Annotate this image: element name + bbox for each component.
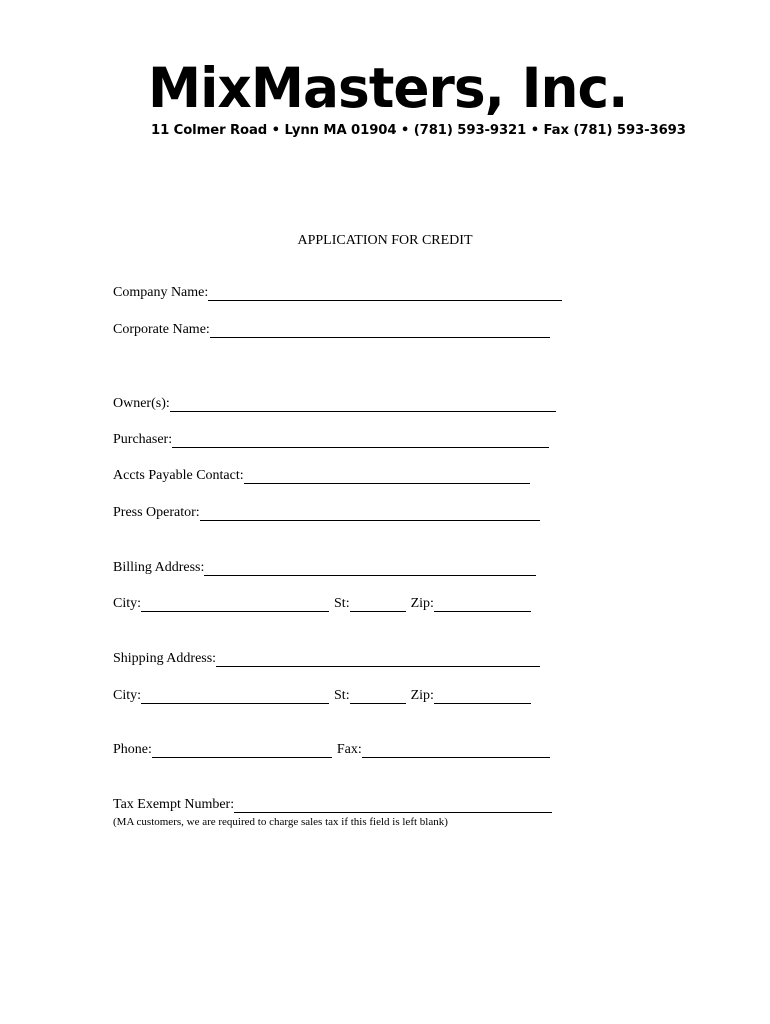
phone-field[interactable] <box>152 743 332 758</box>
form-title <box>0 232 770 250</box>
billing-state-label: St: <box>334 596 350 611</box>
phone-label: Phone: <box>113 742 152 757</box>
owners-row <box>113 395 556 413</box>
tax-exempt-label: Tax Exempt Number: <box>113 797 235 812</box>
corporate-name-label: Corporate Name: <box>113 322 210 337</box>
form-title-text: APPLICATION FOR CREDIT <box>297 233 473 248</box>
phone-fax-row <box>113 741 550 759</box>
company-name-field[interactable] <box>208 286 562 301</box>
purchaser-row <box>113 431 549 449</box>
owners-field[interactable] <box>170 397 556 412</box>
accts-payable-field[interactable] <box>244 469 530 484</box>
tax-exempt-field[interactable] <box>234 798 552 813</box>
tax-exempt-row <box>113 796 552 814</box>
billing-zip-field[interactable] <box>434 597 531 612</box>
company-name-label: Company Name: <box>113 285 209 300</box>
purchaser-field[interactable] <box>172 433 549 448</box>
press-operator-label: Press Operator: <box>113 505 200 520</box>
shipping-state-field[interactable] <box>350 689 406 704</box>
company-name-row <box>113 284 562 302</box>
billing-city-row <box>113 595 531 613</box>
shipping-address-row <box>113 650 540 668</box>
purchaser-label: Purchaser: <box>113 432 173 447</box>
shipping-zip-label: Zip: <box>410 688 434 703</box>
billing-zip-label: Zip: <box>410 596 434 611</box>
company-logo: MixMasters, Inc. <box>148 56 628 120</box>
shipping-city-row <box>113 687 531 705</box>
shipping-city-label: City: <box>113 688 142 703</box>
press-operator-field[interactable] <box>200 506 540 521</box>
corporate-name-field[interactable] <box>210 323 550 338</box>
shipping-city-field[interactable] <box>141 689 329 704</box>
tax-exempt-note: (MA customers, we are required to charge sales tax if this field is left blank) <box>113 816 448 828</box>
shipping-address-label: Shipping Address: <box>113 651 217 666</box>
shipping-state-label: St: <box>334 688 350 703</box>
billing-state-field[interactable] <box>350 597 406 612</box>
billing-city-field[interactable] <box>141 597 329 612</box>
fax-field[interactable] <box>362 743 550 758</box>
accts-payable-row <box>113 467 530 485</box>
press-operator-row <box>113 504 540 522</box>
billing-address-field[interactable] <box>204 561 536 576</box>
corporate-name-row <box>113 321 550 339</box>
company-address-line: 11 Colmer Road • Lynn MA 01904 • (781) 593-9321 • Fax (781) 593-3693 <box>151 123 686 138</box>
accts-payable-label: Accts Payable Contact: <box>113 468 244 483</box>
owners-label: Owner(s): <box>113 396 170 411</box>
billing-address-label: Billing Address: <box>113 560 205 575</box>
billing-city-label: City: <box>113 596 142 611</box>
fax-label: Fax: <box>336 742 362 757</box>
billing-address-row <box>113 559 536 577</box>
shipping-zip-field[interactable] <box>434 689 531 704</box>
shipping-address-field[interactable] <box>216 652 540 667</box>
